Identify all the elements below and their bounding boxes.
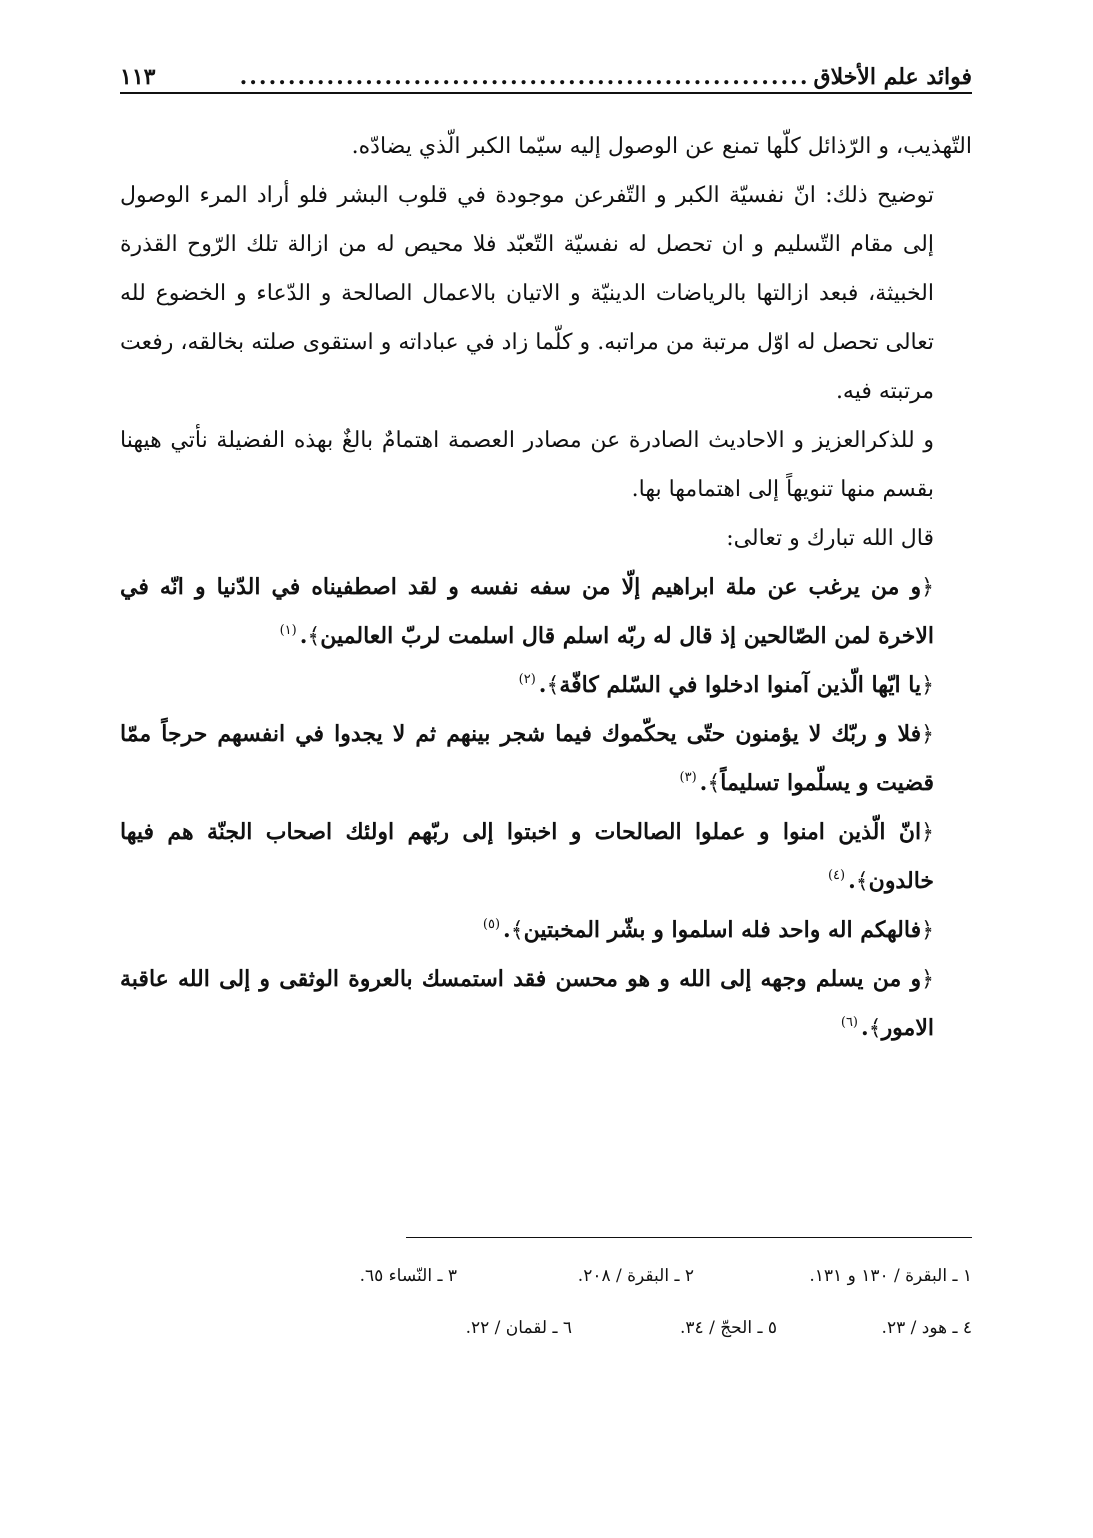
- footnote-5: ٥ ـ الحجّ / ٣٤.: [680, 1318, 777, 1338]
- header-rule: [120, 92, 972, 94]
- verse-4: [120, 808, 972, 906]
- paragraph-1: التّهذيب، و الرّذائل كلّها تمنع عن الوصول إليه سيّما الكبر الّذي يضادّه.: [351, 134, 972, 159]
- paragraph-3: و للذكرالعزيز و الاحاديث الصادرة عن مصادر العصمة اهتمامٌ بالغٌ بهذه الفضيلة نأتي هيهنا بقسم منها تنويهاً إلى اهتمامها بها.: [120, 428, 934, 502]
- verse-close-bracket: ﴾: [510, 918, 524, 943]
- verse-close-bracket: ﴾: [307, 624, 321, 649]
- verse-close-bracket: ﴾: [855, 869, 869, 894]
- verse-6: [120, 955, 972, 1053]
- footnote-rule: [406, 1237, 972, 1238]
- footnote-1: ١ ـ البقرة / ١٣٠ و ١٣١.: [809, 1266, 972, 1286]
- body-text: [120, 122, 972, 1053]
- verse-dot: .: [861, 1015, 869, 1041]
- footnote-6: ٦ ـ لقمان / ٢٢.: [465, 1318, 572, 1338]
- verse-dot: .: [299, 623, 308, 649]
- verse-open-bracket: ﴿: [921, 918, 934, 943]
- header-leader-dots: ...........................................................: [239, 64, 810, 90]
- footnote-ref: (٢): [518, 672, 536, 687]
- verse-3: [120, 710, 972, 808]
- verse-text: يا ايّها الّذين آمنوا ادخلوا في السّلم كافّة: [559, 672, 922, 698]
- paragraph-4: قال الله تبارك و تعالى:: [726, 526, 934, 551]
- verse-text: فلا و ربّك لا يؤمنون حتّى يحكّموك فيما شجر بينهم ثم لا يجدوا في انفسهم حرجاً ممّا قضيت و يسلّموا تسليماً: [120, 721, 934, 796]
- verse-1: [120, 563, 972, 661]
- verse-text: انّ الّذين امنوا و عملوا الصالحات و اخبتوا إلى ربّهم اولئك اصحاب الجنّة هم فيها خالدون: [120, 819, 934, 894]
- footnote-ref: (٦): [840, 1015, 858, 1030]
- verse-dot: .: [699, 770, 708, 796]
- verse-open-bracket: ﴿: [921, 967, 934, 992]
- verse-close-bracket: ﴾: [546, 673, 560, 698]
- verse-5: [120, 906, 972, 955]
- header-title: فوائد علم الأخلاق: [813, 64, 972, 90]
- page-number: ١١٣: [120, 64, 156, 90]
- footnote-ref: (٤): [827, 868, 846, 883]
- footnote-ref: (٣): [679, 770, 697, 785]
- verse-close-bracket: ﴾: [868, 1016, 882, 1041]
- footnote-ref: (٥): [482, 917, 501, 932]
- verse-open-bracket: ﴿: [921, 673, 934, 698]
- verse-text: و من يسلم وجهه إلى الله و هو محسن فقد استمسك بالعروة الوثقى و إلى الله عاقبة الامور: [120, 966, 934, 1041]
- paragraph-2: توضيح ذلك: انّ نفسيّة الكبر و التّفرعن موجودة في قلوب البشر فلو أراد المرء الوصول إلى مقام التّسليم و ان تحصل له نفسيّة التّعبّد فلا محيص له من ازالة تلك الرّوح القذرة الخبيثة، فبعد ازالتها بالرياضات الدينيّة و الاتيان بالاعمال الصالحة و الدّعاء و الخضوع لله تعالى تحصل له اوّل مرتبة من مراتبه. و كلّما زاد في عباداته و استقوى صلته بخالقه، رفعت مرتبته فيه.: [120, 183, 934, 404]
- verse-open-bracket: ﴿: [921, 820, 934, 845]
- footnote-4: ٤ ـ هود / ٢٣.: [881, 1318, 972, 1338]
- verse-text: و من يرغب عن ملة ابراهيم إلّا من سفه نفسه و لقد اصطفيناه في الدّنيا و انّه في الاخرة لمن الصّالحين إذ قال له ربّه اسلم قال اسلمت لربّ العالمين: [120, 574, 934, 649]
- footnotes-row-1: [150, 1266, 972, 1300]
- running-header: [120, 50, 972, 90]
- footnote-2: ٢ ـ البقرة / ٢٠٨.: [577, 1266, 694, 1286]
- footnote-ref: (١): [279, 623, 297, 638]
- verse-dot: .: [503, 917, 511, 943]
- verse-dot: .: [848, 868, 856, 894]
- verse-text: فالهكم اله واحد فله اسلموا و بشّر المخبتين: [523, 917, 922, 943]
- verse-open-bracket: ﴿: [921, 722, 934, 747]
- footnotes-row-2: [150, 1318, 972, 1352]
- verse-dot: .: [538, 672, 547, 698]
- verse-2: [120, 661, 972, 710]
- footnote-3: ٣ ـ النّساء ٦٥.: [359, 1266, 457, 1286]
- verse-close-bracket: ﴾: [707, 771, 721, 796]
- verse-open-bracket: ﴿: [921, 575, 934, 600]
